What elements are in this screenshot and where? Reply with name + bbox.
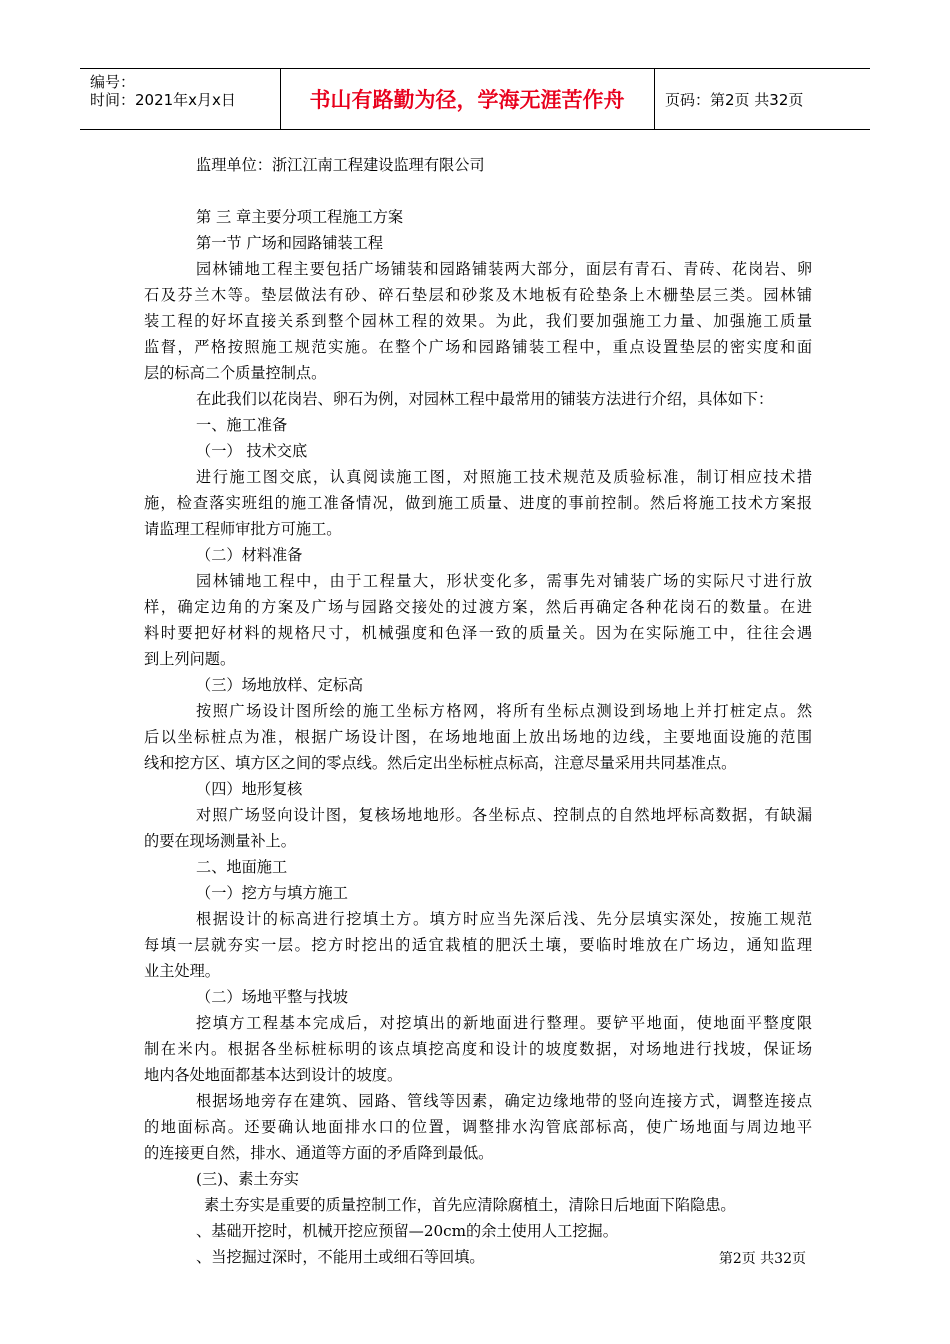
page-footer: 第2页 共32页 <box>718 1251 806 1267</box>
paragraph-line: 按照广场设计图所绘的施工坐标方格网，将所有坐标点测设到场地上并打桩定点。然 <box>196 702 812 720</box>
paragraph-line: 进行施工图交底，认真阅读施工图，对照施工技术规范及质验标准，制订相应技术措 <box>196 468 812 486</box>
paragraph-line: 样，确定边角的方案及广场与园路交接处的过渡方案，然后再确定各种花岗石的数量。在进 <box>144 598 812 616</box>
paragraph-line: 石及芬兰木等。垫层做法有砂、碎石垫层和砂浆及木地板有砼垫条上木栅垫层三类。园林铺 <box>144 286 812 304</box>
paragraph-line: 的连接更自然，排水、通道等方面的矛盾降到最低。 <box>144 1144 494 1162</box>
document-number-label: 编号： <box>90 73 136 91</box>
heading-level1: 二、地面施工 <box>196 858 288 876</box>
page-header <box>80 68 870 130</box>
paragraph-line: 园林铺地工程主要包括广场铺装和园路铺装两大部分，面层有青石、青砖、花岗岩、卵 <box>196 260 812 278</box>
paragraph-line: 挖填方工程基本完成后，对挖填出的新地面进行整理。要铲平地面，使地面平整度限 <box>196 1014 812 1032</box>
paragraph-line: 的地面标高。还要确认地面排水口的位置，调整排水沟管底部标高，使广场地面与周边地平 <box>144 1118 812 1136</box>
paragraph-line: 园林铺地工程中，由于工程量大，形状变化多，需事先对铺装广场的实际尺寸进行放 <box>196 572 812 590</box>
paragraph-line: 装工程的好坏直接关系到整个园林工程的效果。为此，我们要加强施工力量、加强施工质量 <box>144 312 812 330</box>
supervisor-line: 监理单位：浙江江南工程建设监理有限公司 <box>196 156 485 174</box>
paragraph-line: 监督，严格按照施工规范实施。在整个广场和园路铺装工程中，重点设置垫层的密实度和面 <box>144 338 812 356</box>
list-item: 、当挖掘过深时，不能用土或细石等回填。 <box>196 1248 485 1266</box>
paragraph-line: 的要在现场测量补上。 <box>144 832 296 850</box>
chapter-heading: 第 三 章主要分项工程施工方案 <box>196 208 404 226</box>
heading-level2: （三）场地放样、定标高 <box>196 676 364 694</box>
paragraph-line: 请监理工程师审批方可施工。 <box>144 520 342 538</box>
heading-level1: 一、施工准备 <box>196 416 288 434</box>
paragraph-line: 根据场地旁存在建筑、园路、管线等因素，确定边缘地带的竖向连接方式，调整连接点 <box>196 1092 812 1110</box>
document-body <box>144 152 812 1270</box>
paragraph-line: 施，检查落实班组的施工准备情况，做到施工质量、进度的事前控制。然后将施工技术方案报 <box>144 494 812 512</box>
document-date: 时间：2021年x月x日 <box>90 91 236 109</box>
paragraph-line: 层的标高二个质量控制点。 <box>144 364 327 382</box>
paragraph-line: 对照广场竖向设计图，复核场地地形。各坐标点、控制点的自然地坪标高数据，有缺漏 <box>196 806 812 824</box>
paragraph-line: 料时要把好材料的规格尺寸，机械强度和色泽一致的质量关。因为在实际施工中，往往会遇 <box>144 624 812 642</box>
paragraph-line: 素土夯实是重要的质量控制工作，首先应清除腐植土，清除日后地面下陷隐患。 <box>204 1196 736 1214</box>
heading-level2: （二）场地平整与找坡 <box>196 988 348 1006</box>
header-meta <box>80 69 281 129</box>
paragraph-line: 地内各处地面都基本达到设计的坡度。 <box>144 1066 403 1084</box>
header-motto: 书山有路勤为径，学海无涯苦作舟 <box>280 69 655 129</box>
heading-level2: （一）挖方与填方施工 <box>196 884 348 902</box>
list-item: 、基础开挖时，机械开挖应预留—20cm的余土使用人工挖掘。 <box>196 1222 618 1240</box>
paragraph-line: 到上列问题。 <box>144 650 236 668</box>
heading-level2: （二）材料准备 <box>196 546 303 564</box>
paragraph-line: 线和挖方区、填方区之间的零点线。然后定出坐标桩点标高，注意尽量采用共同基准点。 <box>144 754 737 772</box>
heading-level2: （一） 技术交底 <box>196 442 308 460</box>
heading-level2: (三)、素土夯实 <box>196 1170 299 1188</box>
header-page-info: 页码：第2页 共32页 <box>665 90 804 109</box>
paragraph-line: 后以坐标桩点为准，根据广场设计图，在场地地面上放出场地的边线，主要地面设施的范围 <box>144 728 812 746</box>
paragraph-line: 每填一层就夯实一层。挖方时挖出的适宜栽植的肥沃土壤，要临时堆放在广场边，通知监理 <box>144 936 812 954</box>
paragraph-line: 制在米内。根据各坐标桩标明的该点填挖高度和设计的坡度数据，对场地进行找坡，保证场 <box>144 1040 812 1058</box>
paragraph-line: 根据设计的标高进行挖填土方。填方时应当先深后浅、先分层填实深处，按施工规范 <box>196 910 812 928</box>
paragraph-line: 业主处理。 <box>144 962 220 980</box>
heading-level2: （四）地形复核 <box>196 780 303 798</box>
paragraph-line: 在此我们以花岗岩、卵石为例，对园林工程中最常用的铺装方法进行介绍，具体如下： <box>196 390 774 408</box>
section-heading: 第一节 广场和园路铺装工程 <box>196 234 384 252</box>
